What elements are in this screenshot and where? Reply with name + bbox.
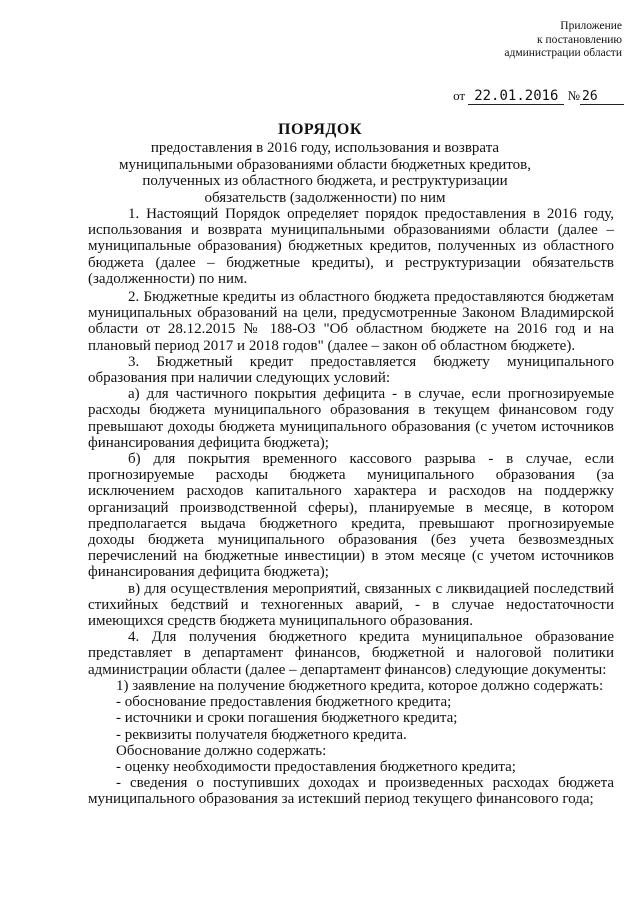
number-sign: № [567, 88, 580, 103]
appendix-resolution: к постановлению [537, 33, 622, 46]
resolution-date-row [453, 88, 624, 105]
paragraph-3b: б) для покрытия временного кассового разрыва - в случае, если прогнозируемые расходы бюджета муниципального образования (за исключением расходов капитального характера и расходов на поддержку организаций производственной сферы), планируемые в месяце, в котором предполагается выдача бюджетного кредита, превышают прогнозируемые доходы бюджета муниципального образования (без учета безвозмездных перечислений на бюджетные инвестиции) в этом месяце (с учетом источников финансирования дефицита бюджета); [88, 451, 614, 581]
appendix-title: Приложение [560, 20, 622, 32]
list-item-sources: - источники и сроки погашения бюджетного кредита; [116, 710, 458, 727]
list-item-revenue-info: - сведения о поступивших доходах и произведенных расходах бюджета муниципального образования за истекший период текущего финансового года; [88, 775, 614, 808]
resolution-date: 22.01.2016 [468, 88, 564, 105]
date-prefix: от [453, 88, 466, 103]
paragraph-3c: в) для осуществления мероприятий, связанных с ликвидацией последствий стихийных бедствий и техногенных аварий, - в случае недостаточности имеющихся средств бюджета муниципального образования. [88, 580, 614, 630]
paragraph-4: 4. Для получения бюджетного кредита муниципальное образование представляет в департамент финансов, бюджетной и налоговой политики администрации области (далее – департамент финансов) следующие документы: [88, 629, 614, 678]
appendix-block [422, 20, 622, 61]
list-item-assessment: - оценку необходимости предоставления бюджетного кредита; [116, 758, 516, 775]
paragraph-1: 1. Настоящий Порядок определяет порядок предоставления в 2016 году, использования и возврата муниципальными образованиями области (далее – муниципальные образования) бюджетных кредитов, полученных из областного бюджета (далее – бюджетные кредиты), и реструктуризации обязательств (задолженности) по ним. [88, 206, 614, 287]
paragraph-2: 2. Бюджетные кредиты из областного бюджета предоставляются бюджетам муниципальных образований на цели, предусмотренные Законом Владимирской области от 28.12.2015 № 188-ОЗ "Об областном бюджете на 2016 год и на плановый период 2017 и 2018 годов" (далее – закон об областном бюджете). [88, 289, 614, 354]
paragraph-justification-heading: Обоснование должно содержать: [116, 742, 327, 759]
resolution-number: 26 [580, 89, 624, 105]
paragraph-4-item-1: 1) заявление на получение бюджетного кредита, которое должно содержать: [116, 677, 604, 694]
paragraph-3: 3. Бюджетный кредит предоставляется бюджету муниципального образования при наличии следующих условий: [88, 353, 614, 387]
list-item-requisites: - реквизиты получателя бюджетного кредита. [116, 726, 407, 743]
document-title: ПОРЯДОК [278, 121, 362, 138]
appendix-administration: администрации области [504, 47, 622, 59]
list-item-justification: - обоснование предоставления бюджетного кредита; [116, 694, 452, 711]
paragraph-3a: а) для частичного покрытия дефицита - в случае, если прогнозируемые расходы бюджета муниципального образования в текущем финансовом году превышают доходы бюджета муниципального образования (с учетом источников финансирования дефицита бюджета); [88, 386, 614, 451]
document-body [88, 206, 614, 808]
document-subtitle: предоставления в 2016 году, использования и возврата муниципальными образованиями области бюджетных кредитов, полученных из областного бюджета, и реструктуризации обязательств (задолженности) по ним [119, 140, 531, 206]
